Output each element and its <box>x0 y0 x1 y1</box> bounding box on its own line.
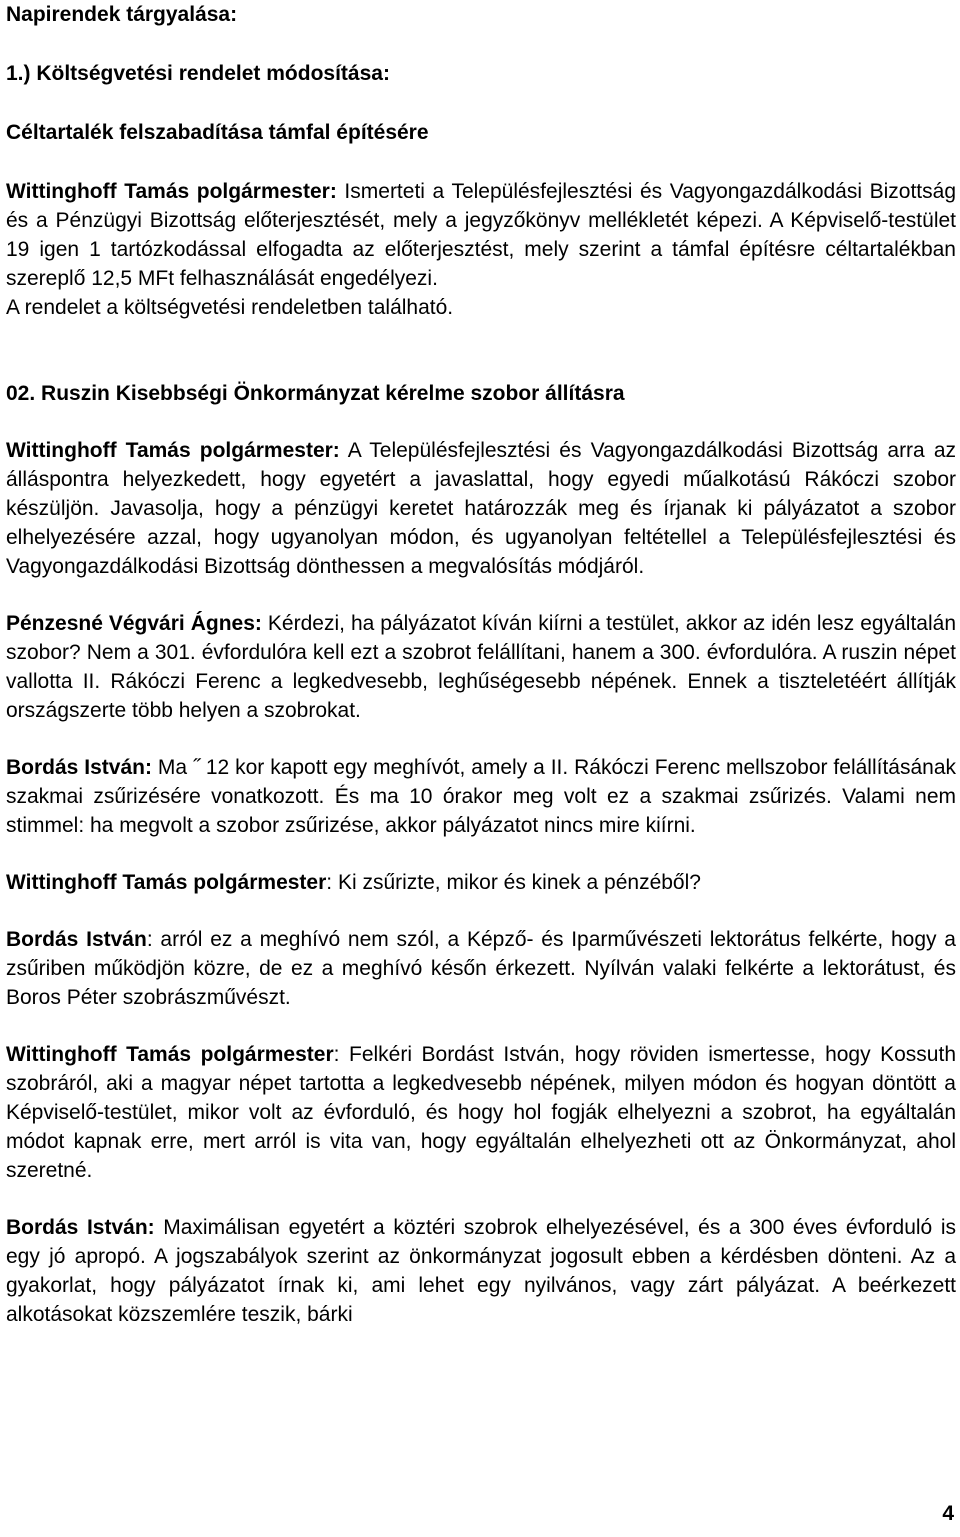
paragraph-text: : arról ez a meghívó nem szól, a Képző- és Iparművészeti lektorátus felkérte, hogy a zsűriben működjön közre, de ez a meghívó későn érkezett. Nyílván valaki felkérte a lektorátust, és Boros Péter szobrászművészt. <box>6 928 956 1009</box>
paragraph-text: : Ki zsűrizte, mikor és kinek a pénzéből? <box>326 871 701 894</box>
speaker-name: Wittinghoff Tamás polgármester: <box>6 180 337 203</box>
item2-paragraph <box>6 925 956 1012</box>
speaker-name: Bordás István: <box>6 1216 155 1239</box>
agenda-title: Napirendek tárgyalása: <box>6 3 238 26</box>
item1-title: 1.) Költségvetési rendelet módosítása: <box>6 62 390 85</box>
speaker-name: Pénzesné Végvári Ágnes: <box>6 612 262 635</box>
paragraph-text: : Felkéri Bordást István, hogy röviden ismertesse, hogy Kossuth szobráról, aki a magyar népet tartotta a legkedvesebb népének, milyen módon és hogyan döntött a Képviselő-testület, mikor volt az évforduló, és hogy hol fogják elhelyezni a szobrot, ha egyáltalán módot kapnak erre, mert arról is vita van, hogy egyáltalán elhelyezheti ott az Önkormányzat, ahol szeretné. <box>6 1043 956 1182</box>
paragraph-text: Ma ˝ 12 kor kapott egy meghívót, amely a II. Rákóczi Ferenc mellszobor felállításának szakmai zsűrizésére vonatkozott. És ma 10 órakor meg volt ez a szakmai zsűrizés. Valami nem stimmel: ha megvolt a szobor zsűrizése, akkor pályázatot nincs mire kiírni. <box>6 756 957 837</box>
item2-paragraph <box>6 753 956 840</box>
document-page <box>6 0 956 1329</box>
item1-subtitle: Céltartalék felszabadítása támfal építésére <box>6 121 429 144</box>
paragraph-text: A Településfejlesztési és Vagyongazdálkodási Bizottság arra az álláspontra helyezkedett, hogy egyetért a javaslattal, hogy egyedi műalkotású Rákóczi szobor készüljön. Javasolja, hogy a pénzügyi keretet határozzák meg és írjanak ki pályázatot a szobor elhelyezésére azzal, hogy ugyanolyan módon, és ugyanolyan feltétellel a Településfejlesztési és Vagyongazdálkodási Bizottság dönthessen a megvalósítás módjáról. <box>6 439 956 578</box>
speaker-name: Wittinghoff Tamás polgármester: <box>6 439 340 462</box>
item2-paragraph <box>6 609 956 725</box>
item2-paragraph <box>6 868 956 897</box>
paragraph-text: Kérdezi, ha pályázatot kíván kiírni a testület, akkor az idén lesz egyáltalán szobor? Nem a 301. évfordulóra kell ezt a szobrot felállítani, hanem a 300. évfordulóra. A ruszin népet vallotta II. Rákóczi Ferenc a legkedvesebb, leghűségesebb népének. Ennek a tiszteletéért állítják országszerte több helyen a szobrokat. <box>6 612 956 722</box>
page-number: 4 <box>942 1502 954 1525</box>
item1-paragraph <box>6 177 956 293</box>
item2-paragraph <box>6 1040 956 1185</box>
item1-note: A rendelet a költségvetési rendeletben található. <box>6 296 454 319</box>
speaker-name: Wittinghoff Tamás polgármester <box>6 871 327 894</box>
item2-paragraph <box>6 1213 956 1329</box>
item2-title: 02. Ruszin Kisebbségi Önkormányzat kérelme szobor állításra <box>6 382 625 405</box>
paragraph-text: Ismerteti a Településfejlesztési és Vagyongazdálkodási Bizottság és a Pénzügyi Bizottság előterjesztését, mely a jegyzőkönyv mellékletét képezi. A Képviselő-testület 19 igen 1 tartózkodással elfogadta az előterjesztést, mely szerint a támfal építésre céltartalékban szereplő 12,5 MFt felhasználását engedélyezi. <box>6 180 957 290</box>
speaker-name: Bordás István <box>6 928 147 951</box>
speaker-name: Bordás István: <box>6 756 152 779</box>
speaker-name: Wittinghoff Tamás polgármester <box>6 1043 334 1066</box>
item2-paragraph <box>6 436 956 581</box>
paragraph-text: Maximálisan egyetért a köztéri szobrok elhelyezésével, és a 300 éves évforduló is egy jó apropó. A jogszabályok szerint az önkormányzat jogosult ebben a kérdésben dönteni. Az a gyakorlat, hogy pályázatot írnak ki, ami lehet egy nyilvános, vagy zárt pályázat. A beérkezett alkotásokat közszemlére teszik, bárki <box>6 1216 956 1326</box>
